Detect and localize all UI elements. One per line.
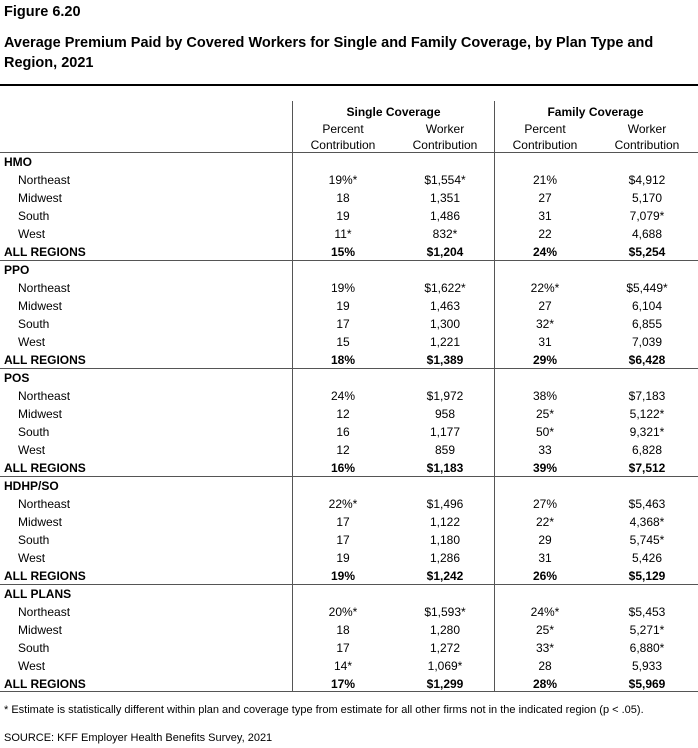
section-heading: HMO: [4, 155, 32, 169]
table-row-fp: 28: [538, 659, 552, 673]
table-row-sw: 1,486: [429, 209, 461, 223]
table-row-sp: 19: [336, 551, 350, 565]
table-row-fw: 6,880*: [629, 641, 665, 655]
table-row-sp: 17: [336, 515, 350, 529]
total-row-sw: $1,183: [426, 461, 464, 475]
table-row-sw: $1,496: [426, 497, 464, 511]
total-row-fp: 29%: [532, 353, 558, 367]
table-row-fp: 33*: [535, 641, 555, 655]
table-row-sw: 1,177: [429, 425, 461, 439]
table-bottom-line: [0, 691, 698, 692]
header-single-worker-2: Contribution: [412, 138, 478, 152]
section-heading: ALL PLANS: [4, 587, 72, 601]
figure-label: Figure 6.20: [4, 4, 81, 20]
table-row-fp: 27: [538, 191, 552, 205]
table-row-fp: 27%: [532, 497, 558, 511]
total-row-label: ALL REGIONS: [4, 569, 86, 583]
table-row-label: South: [18, 209, 50, 223]
header-single-worker-1: Worker: [425, 122, 465, 136]
total-row-fp: 26%: [532, 569, 558, 583]
table-row-fw: 6,104: [631, 299, 663, 313]
table-row-sp: 19%*: [328, 173, 358, 187]
table-row-label: South: [18, 641, 50, 655]
table-row-fp: 22: [538, 227, 552, 241]
table-row-fw: 5,745*: [629, 533, 665, 547]
section-divider: [0, 260, 698, 261]
table-row-fw: 5,933: [631, 659, 663, 673]
table-row-sp: 11*: [334, 227, 352, 241]
table-row-sw: 1,300: [429, 317, 461, 331]
table-row-sw: 1,122: [429, 515, 461, 529]
table-row-label: South: [18, 533, 50, 547]
table-row-sw: $1,972: [426, 389, 464, 403]
total-row-sp: 15%: [330, 245, 356, 259]
table-row-label: Midwest: [18, 299, 63, 313]
table-row-fp: 33: [538, 443, 552, 457]
table-row-fp: 32*: [535, 317, 555, 331]
section-heading: POS: [4, 371, 30, 385]
table-row-fw: 9,321*: [629, 425, 665, 439]
table-row-label: West: [18, 443, 46, 457]
section-divider: [0, 584, 698, 585]
table-row-fw: 5,170: [631, 191, 663, 205]
total-row-label: ALL REGIONS: [4, 677, 86, 691]
table-row-sw: 859: [434, 443, 456, 457]
table-row-fw: $7,183: [628, 389, 666, 403]
table-row-fp: 24%*: [530, 605, 560, 619]
table-row-fw: 5,271*: [629, 623, 665, 637]
total-row-label: ALL REGIONS: [4, 353, 86, 367]
table-row-sw: 1,351: [429, 191, 461, 205]
source-note: SOURCE: KFF Employer Health Benefits Survey, 2021: [4, 732, 273, 744]
table-row-sp: 19: [336, 209, 350, 223]
table-row-label: Northeast: [18, 497, 71, 511]
table-row-sp: 15: [336, 335, 350, 349]
total-row-fw: $5,129: [628, 569, 666, 583]
table-row-fw: $4,912: [628, 173, 666, 187]
total-row-sw: $1,204: [426, 245, 464, 259]
table-row-sp: 17: [336, 317, 350, 331]
table-row-label: West: [18, 227, 46, 241]
total-row-sp: 16%: [330, 461, 356, 475]
table-row-label: Northeast: [18, 281, 71, 295]
table-row-sw: 1,180: [429, 533, 461, 547]
table-row-sp: 12: [336, 407, 350, 421]
table-row-fw: $5,453: [628, 605, 666, 619]
header-family-worker-2: Contribution: [614, 138, 680, 152]
table-row-fw: 7,079*: [629, 209, 665, 223]
table-row-fp: 31: [538, 551, 552, 565]
section-heading: PPO: [4, 263, 30, 277]
table-row-label: Midwest: [18, 191, 63, 205]
table-row-fw: 5,122*: [629, 407, 665, 421]
table-row-fw: $5,463: [628, 497, 666, 511]
total-row-sw: $1,242: [426, 569, 464, 583]
table-row-sp: 20%*: [328, 605, 358, 619]
table-row-sw: 832*: [432, 227, 458, 241]
table-row-fw: 6,828: [631, 443, 663, 457]
table-row-sw: 1,463: [429, 299, 461, 313]
table-row-label: Northeast: [18, 173, 71, 187]
table-row-fw: 7,039: [631, 335, 663, 349]
total-row-fp: 39%: [532, 461, 558, 475]
table-row-sw: 1,221: [429, 335, 461, 349]
total-row-sw: $1,299: [426, 677, 464, 691]
table-row-fp: 22*: [535, 515, 555, 529]
header-single-percent-1: Percent: [322, 122, 364, 136]
table-row-sw: $1,622*: [424, 281, 466, 295]
table-row-label: Midwest: [18, 515, 63, 529]
header-bottom-line: [0, 152, 698, 153]
table-row-sp: 17: [336, 641, 350, 655]
table-row-fw: $5,449*: [626, 281, 668, 295]
table-row-label: Northeast: [18, 605, 71, 619]
table-row-label: West: [18, 551, 46, 565]
table-row-fp: 38%: [532, 389, 558, 403]
table-row-fp: 25*: [535, 623, 555, 637]
header-family-percent-2: Contribution: [512, 138, 578, 152]
table-row-sp: 24%: [330, 389, 356, 403]
table-row-label: West: [18, 335, 46, 349]
table-row-label: Northeast: [18, 389, 71, 403]
table-row-fw: 4,368*: [629, 515, 665, 529]
total-row-sp: 17%: [330, 677, 356, 691]
table-row-fp: 29: [538, 533, 552, 547]
table-row-sw: $1,593*: [424, 605, 466, 619]
table-row-label: Midwest: [18, 407, 63, 421]
table-row-sp: 18: [336, 191, 350, 205]
header-single-coverage: Single Coverage: [346, 105, 441, 119]
table-row-fp: 21%: [532, 173, 558, 187]
table-row-fp: 27: [538, 299, 552, 313]
table-row-fp: 50*: [535, 425, 555, 439]
table-row-sw: 1,272: [429, 641, 461, 655]
table-row-sp: 16: [336, 425, 350, 439]
top-rule: [0, 84, 698, 86]
table-row-sw: 1,280: [429, 623, 461, 637]
table-row-sp: 14*: [333, 659, 353, 673]
total-row-fp: 28%: [532, 677, 558, 691]
total-row-sw: $1,389: [426, 353, 464, 367]
table-row-label: Midwest: [18, 623, 63, 637]
table-row-sw: 1,069*: [427, 659, 463, 673]
table-row-fp: 31: [538, 335, 552, 349]
table-row-fp: 25*: [535, 407, 555, 421]
header-family-percent-1: Percent: [524, 122, 566, 136]
table-row-sp: 22%*: [328, 497, 358, 511]
total-row-fw: $6,428: [628, 353, 666, 367]
total-row-fw: $7,512: [628, 461, 666, 475]
table-row-sp: 19: [336, 299, 350, 313]
table-row-fp: 22%*: [530, 281, 560, 295]
table-row-sw: 958: [434, 407, 456, 421]
header-family-worker-1: Worker: [627, 122, 667, 136]
total-row-sp: 19%: [330, 569, 356, 583]
table-row-sp: 17: [336, 533, 350, 547]
table-row-sp: 19%: [330, 281, 356, 295]
total-row-sp: 18%: [330, 353, 356, 367]
table-row-sw: 1,286: [429, 551, 461, 565]
header-single-percent-2: Contribution: [310, 138, 376, 152]
table-row-fw: 4,688: [631, 227, 663, 241]
total-row-fp: 24%: [532, 245, 558, 259]
section-heading: HDHP/SO: [4, 479, 59, 493]
figure-title: Average Premium Paid by Covered Workers for Single and Family Coverage, by Plan Type and Region, 2021: [4, 35, 654, 71]
total-row-fw: $5,254: [628, 245, 666, 259]
table-row-sw: $1,554*: [424, 173, 466, 187]
total-row-fw: $5,969: [628, 677, 666, 691]
footnote: * Estimate is statistically different within plan and coverage type from estimate for all other firms not in the indicated region (p < .05).: [4, 704, 644, 716]
section-divider: [0, 476, 698, 477]
table-row-label: South: [18, 317, 50, 331]
table-row-fw: 6,855: [631, 317, 663, 331]
section-divider: [0, 368, 698, 369]
table-row-label: South: [18, 425, 50, 439]
table-row-sp: 12: [336, 443, 350, 457]
table-row-fp: 31: [538, 209, 552, 223]
total-row-label: ALL REGIONS: [4, 461, 86, 475]
total-row-label: ALL REGIONS: [4, 245, 86, 259]
table-row-fw: 5,426: [631, 551, 663, 565]
table-row-sp: 18: [336, 623, 350, 637]
header-family-coverage: Family Coverage: [547, 105, 644, 119]
table-row-label: West: [18, 659, 46, 673]
